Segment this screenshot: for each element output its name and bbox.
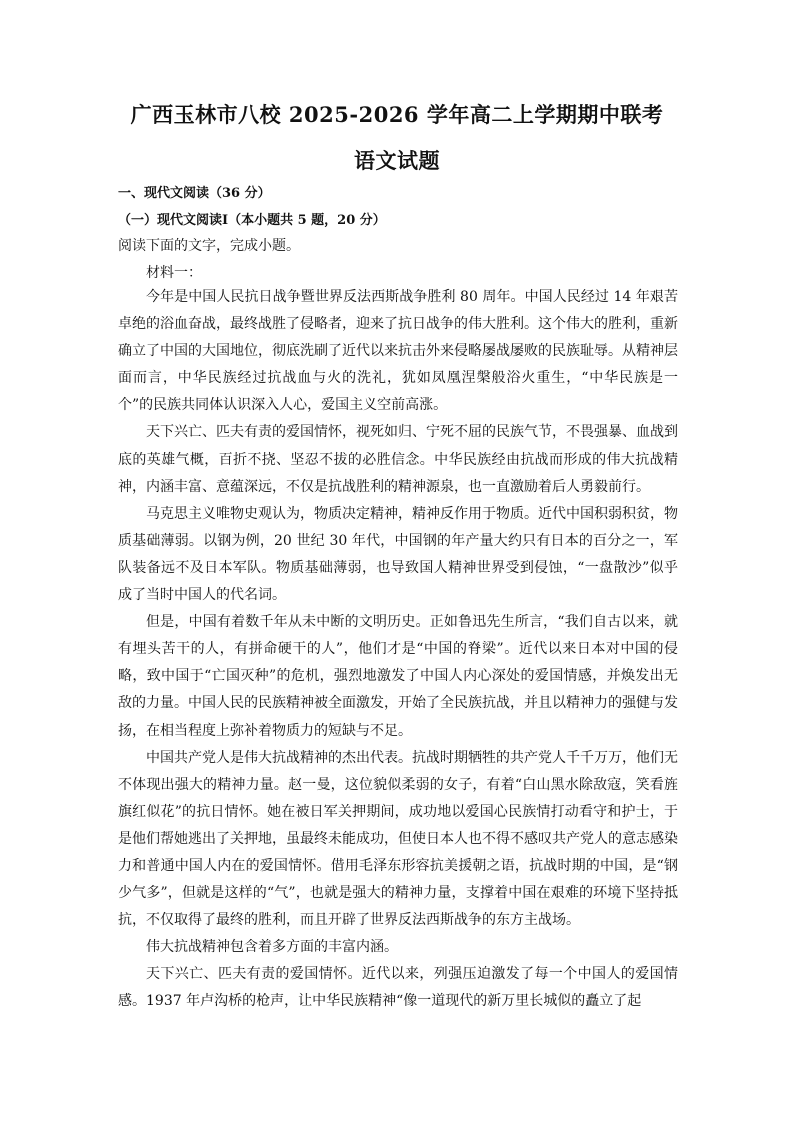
exam-title: 广西玉林市八校 2025-2026 学年高二上学期期中联考 xyxy=(130,102,664,127)
section-heading: 一、现代文阅读（36 分） xyxy=(118,186,271,201)
passage-paragraph: 马克思主义唯物史观认为，物质决定精神，精神反作用于物质。近代中国积弱积贫，物质基础薄弱。以钢为例，20 世纪 30 年代，中国钢的年产量大约只有日本的百分之一，军队装备远不及日本军队。物质基础薄弱，也导致国人精神世界受到侵蚀，“一盘散沙”似乎成了当时中国人的代名词。 xyxy=(118,505,678,604)
reading-passage xyxy=(118,284,678,1016)
material-label: 材料一： xyxy=(146,265,202,281)
reading-instruction: 阅读下面的文字，完成小题。 xyxy=(118,238,300,254)
passage-paragraph: 中国共产党人是伟大抗战精神的杰出代表。抗战时期牺牲的共产党人千千万万，他们无不体现出强大的精神力量。赵一曼，这位貌似柔弱的女子，有着“白山黑水除敌寇，笑看旌旗红似花”的抗日情怀。她在被日军关押期间，成功地以爱国心民族情打动看守和护士，于是他们帮她逃出了关押地，虽最终未能成功，但使日本人也不得不感叹共产党人的意志感染力和普通中国人内在的爱国情怀。借用毛泽东形容抗美援朝之语，抗战时期的中国，是“钢少气多”，但就是这样的“气”，也就是强大的精神力量，支撑着中国在艰难的环境下坚持抵抗，不仅取得了最终的胜利，而且开辟了世界反法西斯战争的东方主战场。 xyxy=(118,749,678,929)
exam-subject-title: 语文试题 xyxy=(354,148,440,173)
passage-paragraph: 今年是中国人民抗日战争暨世界反法西斯战争胜利 80 周年。中国人民经过 14 年艰苦卓绝的浴血奋战，最终战胜了侵略者，迎来了抗日战争的伟大胜利。这个伟大的胜利，重新确立了中国的大国地位，彻底洗刷了近代以来抗击外来侵略屡战屡败的民族耻辱。从精神层面而言，中华民族经过抗战血与火的洗礼，犹如凤凰涅槃般浴火重生，“中华民族是一个”的民族共同体认识深入人心，爱国主义空前高涨。 xyxy=(118,289,678,414)
subsection-heading: （一）现代文阅读Ⅰ（本小题共 5 题，20 分） xyxy=(118,213,386,228)
passage-paragraph: 伟大抗战精神包含着多方面的丰富内涵。 xyxy=(146,939,398,956)
passage-paragraph: 天下兴亡、匹夫有责的爱国情怀。近代以来，列强压迫激发了每一个中国人的爱国情感。1937 年卢沟桥的枪声，让中华民族精神“像一道现代的新万里长城似的矗立了起 xyxy=(118,966,678,1010)
passage-paragraph: 但是，中国有着数千年从未中断的文明历史。正如鲁迅先生所言，“我们自古以来，就有埋头苦干的人，有拼命硬干的人”，他们才是“中国的脊梁”。近代以来日本对中国的侵略，致中国于“亡国灭种”的危机，强烈地激发了中国人内心深处的爱国情感，并焕发出无敌的力量。中国人民的民族精神被全面激发，开始了全民族抗战，并且以精神力的强健与发扬，在相当程度上弥补着物质力的短缺与不足。 xyxy=(118,614,678,739)
passage-paragraph: 天下兴亡、匹夫有责的爱国情怀，视死如归、宁死不屈的民族气节，不畏强暴、血战到底的英雄气概，百折不挠、坚忍不拔的必胜信念。中华民族经由抗战而形成的伟大抗战精神，内涵丰富、意蕴深远，不仅是抗战胜利的精神源泉，也一直激励着后人勇毅前行。 xyxy=(118,424,678,495)
